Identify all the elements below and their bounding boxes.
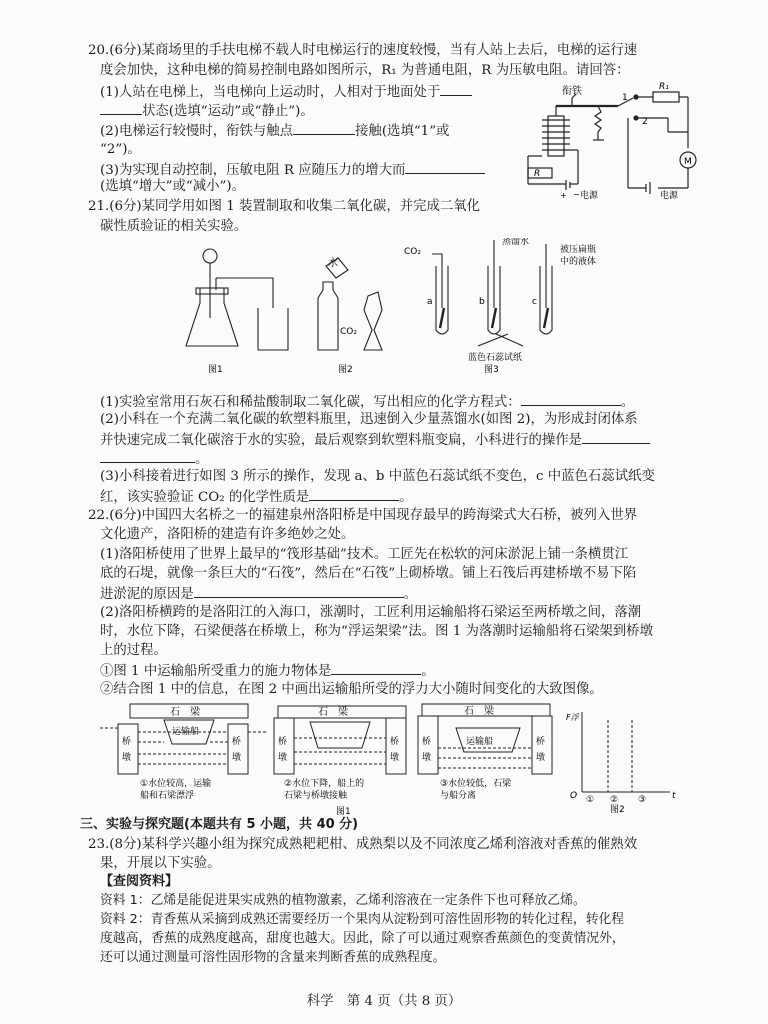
conical-flask: [186, 288, 238, 346]
beam-label-2: 石 梁: [318, 707, 348, 718]
pier-char-1: 桥: [232, 737, 242, 747]
buoyancy-axis-label: F浮: [566, 713, 579, 722]
q23-line2: 果，开展以下实验。: [100, 856, 221, 871]
reference-3: 度越高，香蕉的成熟度越高，甜度也越大。因此，除了可以通过观察香蕉颜色的变黄情况外，: [100, 931, 625, 946]
q20-line8: (选填“增大”或“减小”)。: [100, 179, 245, 194]
tube-a-label: a: [427, 297, 433, 307]
q21-q1: (1)实验室常用石灰石和稀盐酸制取二氧化碳，写出相应的化学方程式：: [100, 395, 521, 410]
r-label: R: [534, 169, 541, 179]
q20-line7: [100, 160, 485, 180]
q20-line1: 20.(6分)某商场里的手扶电梯不载人时电梯运行的速度较慢，当有人站上去后，电梯的运行速: [88, 43, 638, 58]
q20-q1-option: 状态(选填“运动”或“静止”)。: [142, 104, 314, 119]
pier-char-2: 墩: [278, 753, 288, 763]
pier-right-1: [228, 724, 248, 774]
q22-q1-end: 。: [403, 587, 418, 602]
tube-b-label: b: [479, 297, 485, 307]
q22-line3: (1)洛阳桥使用了世界上最早的“筏形基础”技术。工匠先在松软的河床淤泥上铺一条横贯江: [100, 547, 629, 562]
q22-line10: ②结合图 1 中的信息，在图 2 中画出运输船所受的浮力大小随时间变化的大致图像。: [100, 682, 603, 697]
fig1-caption: 图1: [336, 807, 351, 817]
q21-line6: [100, 449, 208, 469]
beam-label-3: 石 梁: [464, 706, 494, 717]
origin-label: O: [570, 791, 578, 801]
pier-char-2: 墩: [390, 753, 400, 763]
bridge-figures: [100, 702, 690, 818]
litmus-paper-label: 蓝色石蕊试纸: [468, 353, 523, 363]
caption-1b: 船和石梁漂浮: [140, 791, 195, 801]
q21-line8: [100, 487, 413, 507]
q20-q3: (3)为实现自动控制，压敏电阻 R 应随压力的增大而: [100, 163, 406, 178]
ship-label-1: 运输船: [172, 727, 200, 737]
fig1-caption: 图1: [208, 365, 223, 375]
page-footer: 科学 第 4 页（共 8 页）: [306, 994, 462, 1009]
q21-q3-end: 。: [399, 490, 413, 505]
q22-line8: 上的过程。: [100, 643, 167, 658]
q22-q2a-end: 。: [421, 664, 435, 679]
elevator-circuit-diagram: [518, 80, 703, 200]
pier-left-1: [118, 724, 138, 774]
distilled-water-label: 蒸馏水: [502, 238, 530, 247]
section-heading: 三、实验与探究题(本题共有 5 小题，共 40 分): [80, 817, 359, 832]
liquid-label-1: 被压扁瓶: [560, 245, 597, 255]
q22-q1: 进淤泥的原因是: [100, 587, 194, 602]
co2-experiment-figures: [178, 238, 598, 378]
q20-q1: (1)人站在电梯上，当电梯向上运动时，人相对于地面处于: [100, 85, 441, 100]
q20-line3: [100, 82, 472, 102]
tick-2: ②: [610, 795, 619, 805]
q21-line4: (2)小科在一个充满二氧化碳的软塑料瓶里，迅速倒入少量蒸馏水(如图 2)，为形成封闭体系: [100, 412, 638, 427]
answer-blank: [309, 487, 399, 501]
transport-ship-2: [310, 722, 370, 748]
coil-windings: [542, 120, 570, 150]
reference-2: 资料 2：青香蕉从采摘到成熟还需要经历一个果肉从淀粉到可溶性固形物的转化过程，转化程: [100, 912, 625, 927]
pier-char-2: 墩: [422, 753, 432, 763]
separatory-funnel: [203, 249, 217, 263]
q21-q3: 红，该实验验证 CO₂ 的化学性质是: [100, 490, 310, 505]
resistor-r1: [653, 92, 679, 102]
tube-c-label: c: [532, 297, 537, 307]
water-label: 水: [328, 258, 338, 269]
answer-blank: [405, 160, 485, 174]
q20-q2: (2)电梯运行较慢时，衔铁与触点: [100, 124, 294, 139]
q22-line1: 22.(6分)中国四大名桥之一的福建泉州洛阳桥是中国现存最早的跨海梁式大石桥，被列入世界: [88, 508, 638, 523]
tick-1: ①: [586, 795, 595, 805]
answer-blank: [331, 661, 421, 675]
q21-line3: [100, 392, 634, 412]
co2-label-fig2: CO₂: [340, 327, 357, 337]
r1-label: R₁: [659, 82, 669, 92]
pier-char-1: 桥: [422, 737, 432, 747]
plus-sign: +: [560, 191, 567, 200]
q20-line2: 度会加快，这种电梯的简易控制电路如图所示，R₁ 为普通电阻，R 为压敏电阻。请回答：: [100, 63, 630, 78]
q21-q2: 并快速完成二氧化碳溶于水的实验，最后观察到软塑料瓶变扁，小科进行的操作是: [100, 433, 583, 448]
q22-line7: 时，水位下降，石梁便落在桥墩上，称为“浮运架梁”法。图 1 为落潮时运输船将石梁架到桥墩: [100, 624, 653, 639]
contact-1: [634, 95, 638, 99]
q21-line7: (3)小科接着进行如图 3 所示的操作，发现 a、b 中蓝色石蕊试纸不变色，c 中蓝色石蕊试纸变: [100, 469, 655, 484]
pier-char-1: 桥: [390, 737, 400, 747]
answer-blank: [582, 430, 650, 444]
q22-line6: (2)洛阳桥横跨的是洛阳江的入海口，涨潮时，工匠利用运输船将石梁运至两桥墩之间，落潮: [100, 605, 642, 620]
caption-3a: ③水位较低，石梁: [440, 779, 512, 789]
fig2-caption: 图2: [610, 805, 625, 815]
q21-line1: 21.(6分)某同学用如图 1 装置制取和收集二氧化碳，并完成二氧化: [88, 199, 481, 214]
q22-line4: 底的石堤，就像一条巨大的“石筏”，然后在“石筏”上砌桥墩。铺上石筏后再建桥墩不易下陷: [100, 566, 637, 581]
q22-line5: [100, 584, 417, 604]
beam-label-1: 石 梁: [170, 707, 200, 718]
q22-q2a: ①图 1 中运输船所受重力的施力物体是: [100, 664, 332, 679]
q20-q2-option: 接触(选填“1”或: [355, 124, 450, 139]
armature-label: 衔铁: [562, 86, 582, 97]
q20-line5: [100, 121, 449, 141]
caption-2b: 石梁与桥墩接触: [284, 791, 348, 801]
q23-line1: 23.(8分)某科学兴趣小组为探究成熟耙耙柑、成熟梨以及不同浓度乙烯利溶液对香蕉的催熟效: [88, 837, 638, 852]
q21-q2-end: 。: [195, 452, 209, 467]
ship-label-3: 运输船: [466, 737, 494, 747]
flattened-bottle: [364, 292, 382, 350]
q20-line4: [100, 101, 314, 121]
reference-heading: 【查阅资料】: [100, 874, 179, 889]
pier-char-2: 墩: [122, 753, 132, 763]
answer-blank: [440, 82, 472, 96]
q21-line5: [100, 430, 650, 450]
caption-3b: 与船分离: [440, 791, 477, 801]
fig2-caption: 图2: [338, 365, 353, 375]
answer-blank: [521, 392, 621, 406]
tick-3: ③: [638, 795, 647, 805]
q21-q1-end: 。: [620, 395, 635, 410]
q20-line6: “2”)。: [100, 142, 141, 157]
contact-2: [634, 116, 638, 120]
plastic-bottle: [318, 282, 338, 350]
time-axis-label: t: [672, 791, 676, 801]
answer-blank: [100, 449, 195, 463]
contact-1-label: 1: [622, 93, 628, 103]
co2-label-fig3: CO₂: [404, 247, 421, 257]
contact-2-label: 2: [642, 117, 648, 127]
liquid-label-2: 中的液体: [560, 257, 597, 267]
caption-1a: ①水位较高，运输: [140, 779, 212, 789]
answer-blank: [100, 101, 142, 115]
pier-char-2: 墩: [232, 753, 242, 763]
q22-line9: [100, 661, 435, 681]
motor-label: M: [684, 157, 692, 167]
q22-line2: 文化遗产，洛阳桥的建造有许多绝妙之处。: [100, 527, 355, 542]
power-label-right: 电源: [660, 191, 679, 200]
pier-char-1: 桥: [122, 737, 132, 747]
collecting-bottle: [258, 308, 288, 350]
caption-2a: ②水位下降，船上的: [284, 779, 365, 789]
answer-blank: [194, 584, 404, 598]
pier-char-1: 桥: [278, 737, 288, 747]
pier-char-1: 桥: [536, 737, 546, 747]
spring: [595, 106, 601, 140]
fig3-caption: 图3: [484, 365, 499, 375]
pier-char-2: 墩: [536, 753, 546, 763]
power-label-left: 电源: [580, 191, 599, 200]
minus-sign: −: [573, 190, 580, 199]
reference-4: 还可以通过测量可溶性固形物的含量来判断香蕉的成熟程度。: [100, 950, 446, 965]
answer-blank: [293, 121, 355, 135]
q21-line2: 碳性质验证的相关实验。: [100, 219, 248, 234]
reference-1: 资料 1：乙烯是能促进果实成熟的植物激素，乙烯利溶液在一定条件下也可释放乙烯。: [100, 893, 586, 908]
